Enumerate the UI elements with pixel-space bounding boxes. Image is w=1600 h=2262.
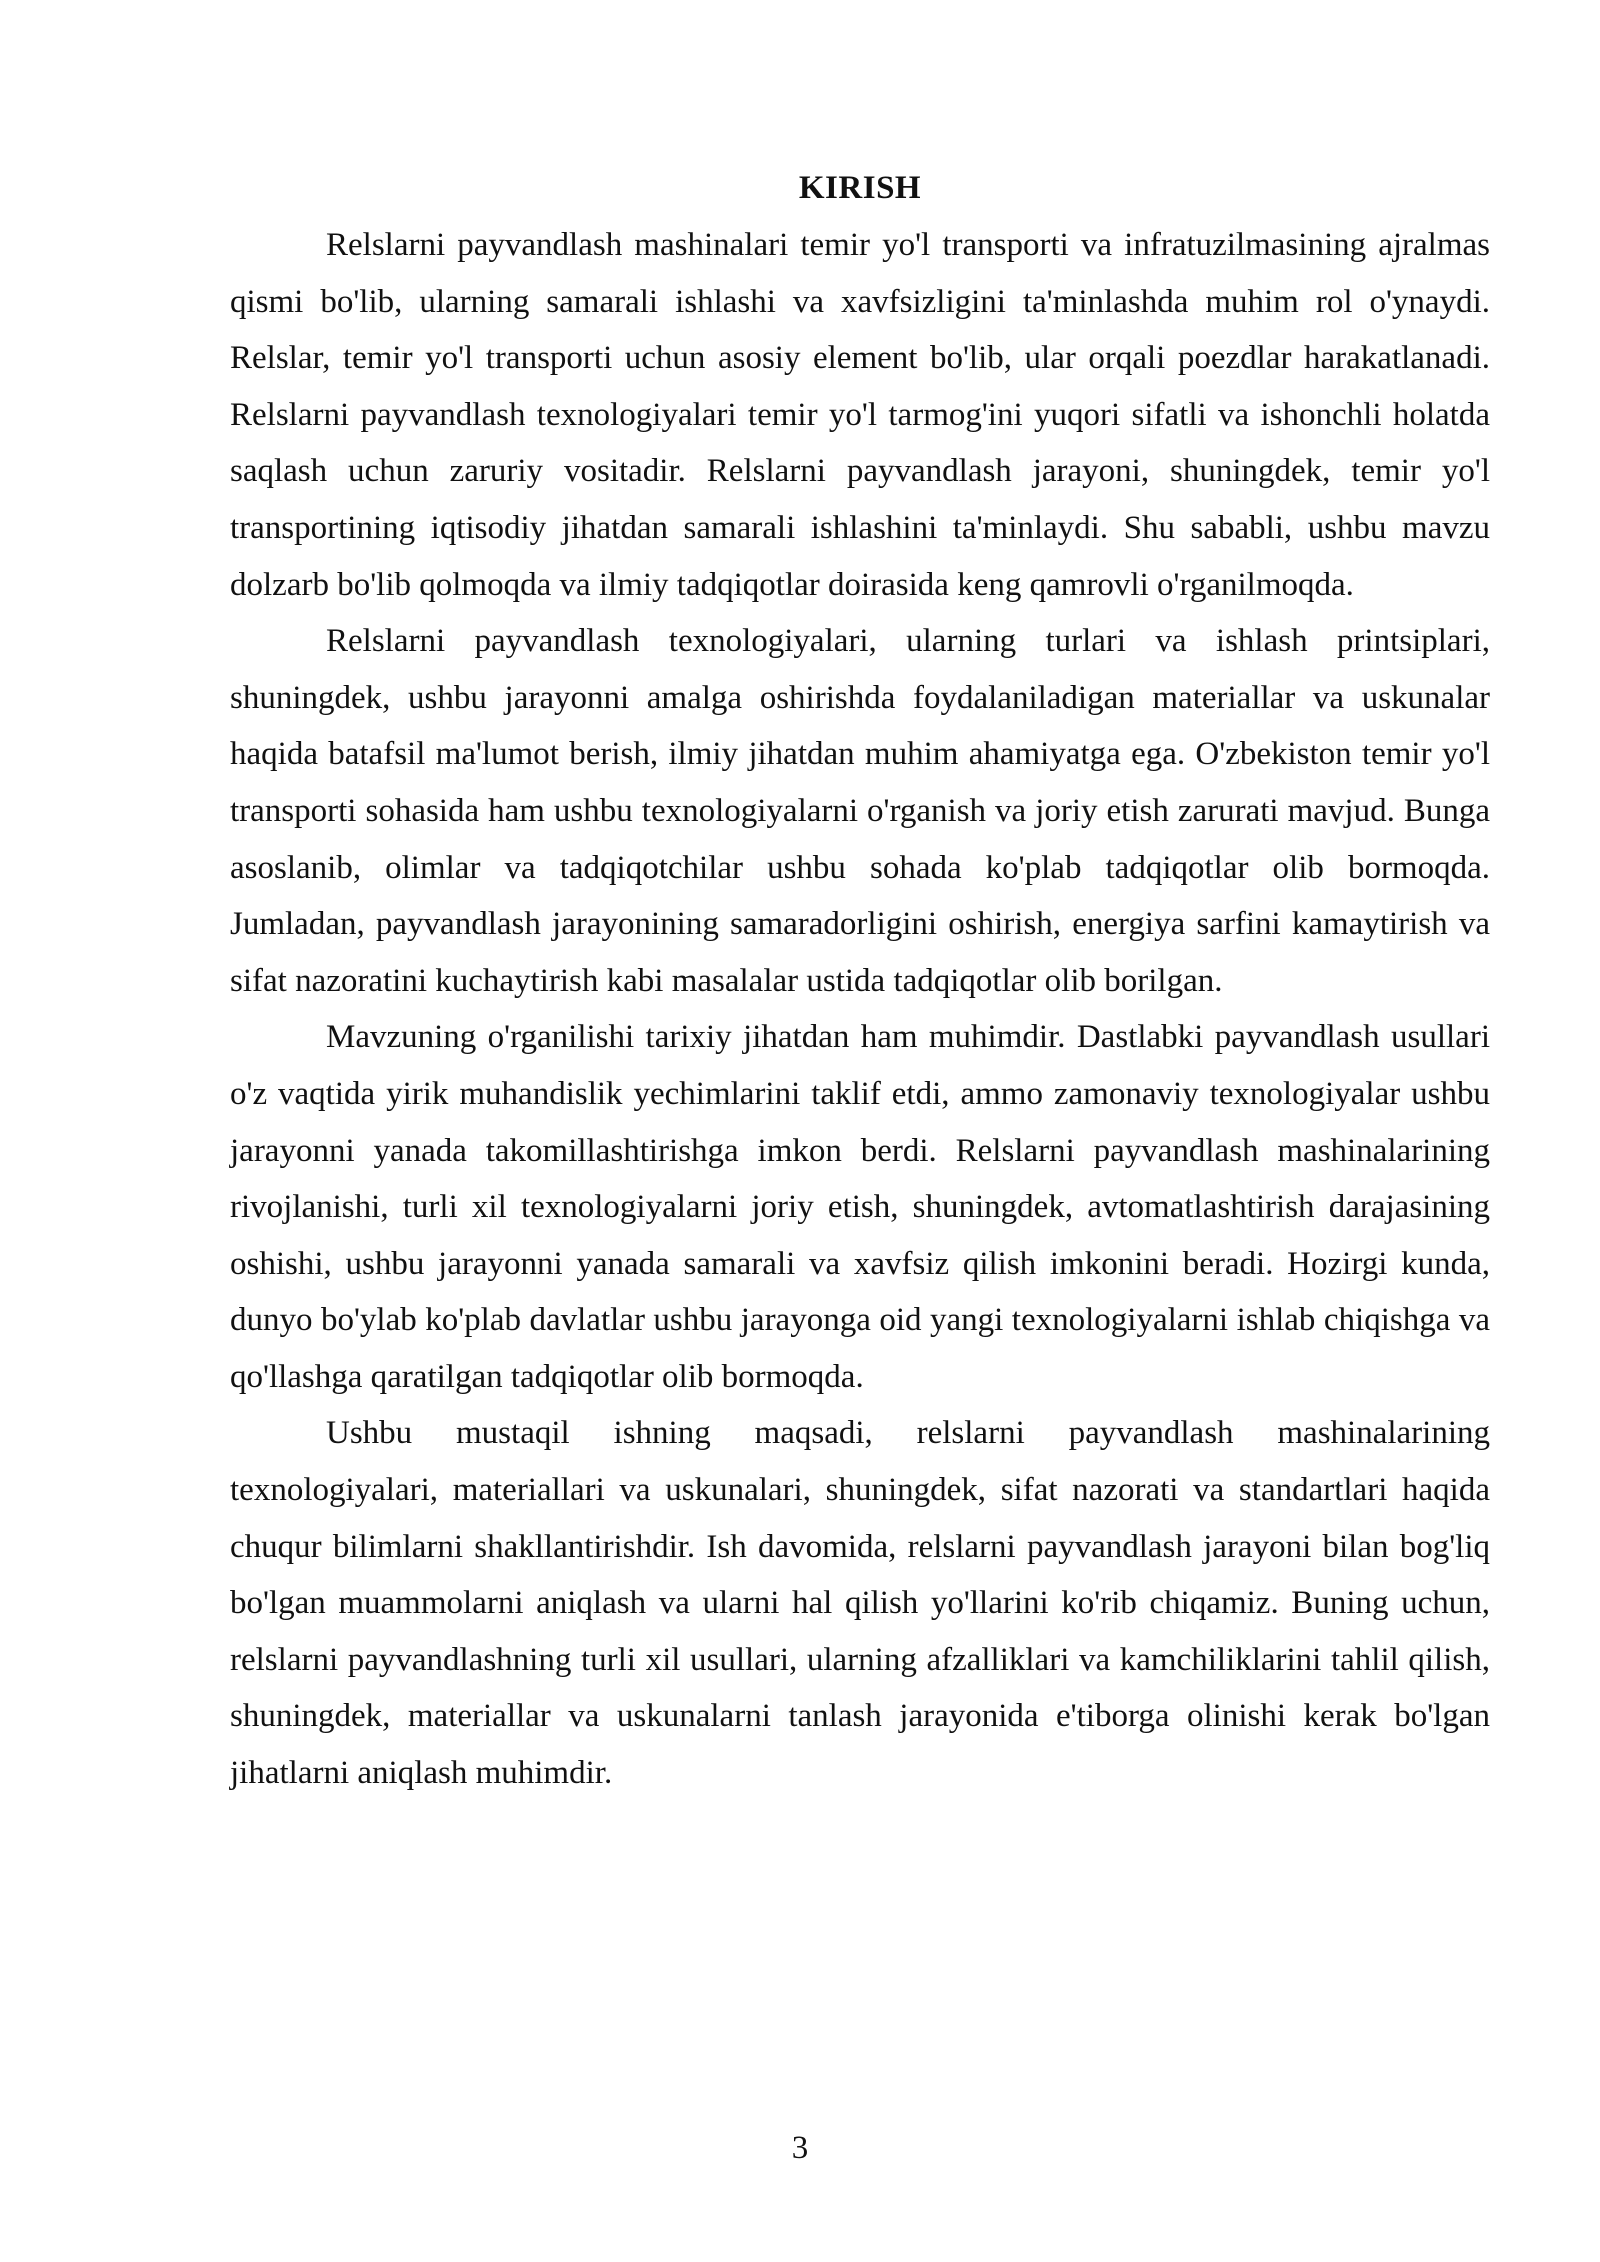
paragraph-2: Relslarni payvandlash texnologiyalari, ularning turlari va ishlash printsiplari, shuningdek, ushbu jarayonni amalga oshirishda foydalaniladigan materiallar va uskunalar haqida batafsil ma'lumot berish, ilmiy jihatdan muhim ahamiyatga ega. O'zbekiston temir yo'l transporti sohasida ham ushbu texnologiyalarni o'rganish va joriy etish zarurati mavjud. Bunga asoslanib, olimlar va tadqiqotchilar ushbu sohada ko'plab tadqiqotlar olib bormoqda. Jumladan, payvandlash jarayonining samaradorligini oshirish, energiya sarfini kamaytirish va sifat nazoratini kuchaytirish kabi masalalar ustida tadqiqotlar olib borilgan. (230, 623, 1490, 999)
page-content (230, 160, 1490, 1802)
page-number: 3 (791, 2130, 809, 2166)
paragraph-4: Ushbu mustaqil ishning maqsadi, relslarni payvandlash mashinalarining texnologiyalari, materiallari va uskunalari, shuningdek, sifat nazorati va standartlari haqida chuqur bilimlarni shakllantirishdir. Ish davomida, relslarni payvandlash jarayoni bilan bog'liq bo'lgan muammolarni aniqlash va ularni hal qilish yo'llarini ko'rib chiqamiz. Buning uchun, relslarni payvandlashning turli xil usullari, ularning afzalliklari va kamchiliklarini tahlil qilish, shuningdek, materiallar va uskunalarni tanlash jarayonida e'tiborga olinishi kerak bo'lgan jihatlarni aniqlash muhimdir. (230, 1415, 1490, 1792)
paragraph-3: Mavzuning o'rganilishi tarixiy jihatdan ham muhimdir. Dastlabki payvandlash usullari o'z vaqtida yirik muhandislik yechimlarini taklif etdi, ammo zamonaviy texnologiyalar ushbu jarayonni yanada takomillashtirishga imkon berdi. Relslarni payvandlash mashinalarining rivojlanishi, turli xil texnologiyalarni joriy etish, shuningdek, avtomatlashtirish darajasining oshishi, ushbu jarayonni yanada samarali va xavfsiz qilish imkonini beradi. Hozirgi kunda, dunyo bo'ylab ko'plab davlatlar ushbu jarayonga oid yangi texnologiyalarni ishlab chiqishga va qo'llashga qaratilgan tadqiqotlar olib bormoqda. (230, 1019, 1490, 1395)
paragraph-1: Relslarni payvandlash mashinalari temir yo'l transporti va infratuzilmasining ajralmas qismi bo'lib, ularning samarali ishlashi va xavfsizligini ta'minlashda muhim rol o'ynaydi. Relslar, temir yo'l transporti uchun asosiy element bo'lib, ular orqali poezdlar harakatlanadi. Relslarni payvandlash texnologiyalari temir yo'l tarmog'ini yuqori sifatli va ishonchli holatda saqlash uchun zaruriy vositadir. Relslarni payvandlash jarayoni, shuningdek, temir yo'l transportining iqtisodiy jihatdan samarali ishlashini ta'minlaydi. Shu sababli, ushbu mavzu dolzarb bo'lib qolmoqda va ilmiy tadqiqotlar doirasida keng qamrovli o'rganilmoqda. (230, 227, 1490, 603)
section-title: KIRISH (798, 170, 922, 206)
